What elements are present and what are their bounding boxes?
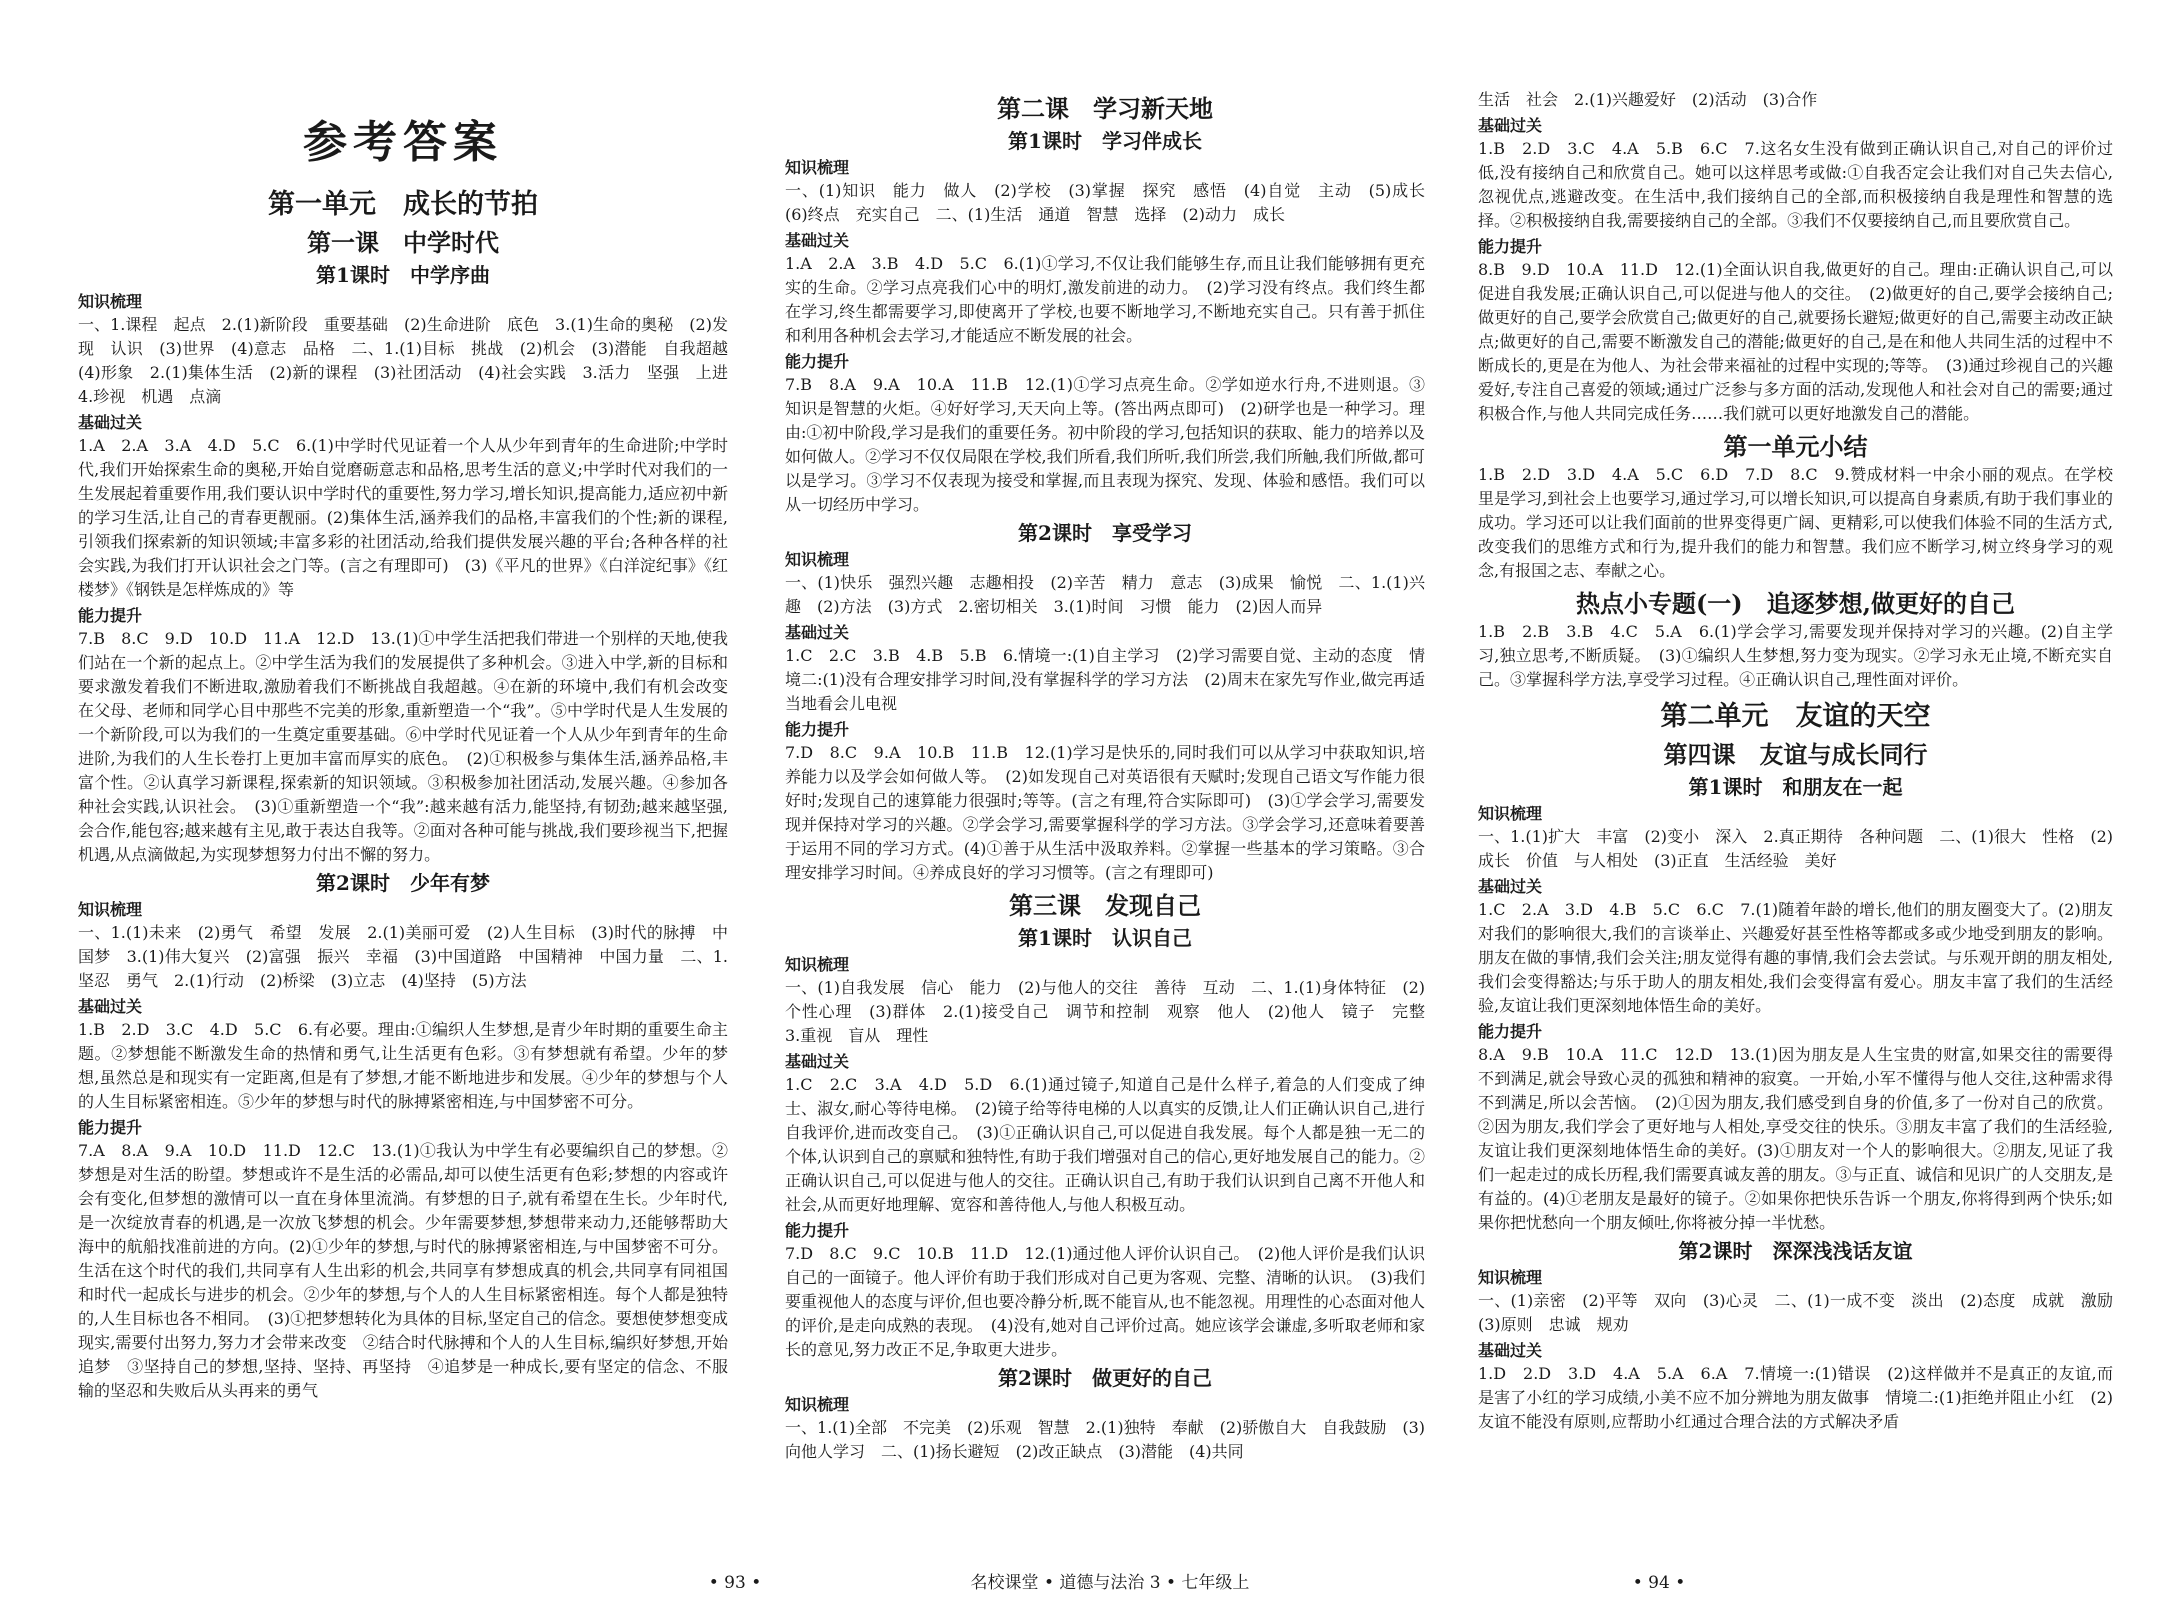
answer-text: 1.D 2.D 3.D 4.A 5.A 6.A 7.情境一:(1)错误 (2)这样做并不是真正的友谊,而是害了小红的学习成绩,小美不应不加分辨地为朋友做事 情境二:(1)拒绝并阻止小红 (2)友谊不能没有原则,应帮助小红通过合理合法的方式解决矛盾 <box>1478 1364 2113 1431</box>
answer-text: 8.B 9.D 10.A 11.D 12.(1)全面认识自我,做更好的自己。理由:正确认识自己,可以促进自我发展;正确认识自己,可以促进与他人的交往。 (2)做更好的自己,要学会接纳自己;做更好的自己,要学会欣赏自己;做更好的自己,就要扬长避短;做更好的自己,需要主动改正缺点;做更好的自己,需要不断激发自己的潜能;做更好的自己,是在和他人共同生活的过程中不断成长的,更是在为他人、为社会带来福祉的过程中实现的;等等。 (3)通过珍视自己的兴趣爱好,专注自己喜爱的领域;通过广泛参与多方面的活动,发现他人和社会对自己的需要;通过积极合作,与他人共同完成任务……我们就可以更好地激发自己的潜能。 <box>1478 260 2113 423</box>
period-title: 第2课时 深深浅浅话友谊 <box>1678 1239 1913 1263</box>
period-title: 第1课时 学习伴成长 <box>1008 129 1202 153</box>
answer-text: 一、1.课程 起点 2.(1)新阶段 重要基础 (2)生命进阶 底色 3.(1)生命的奥秘 (2)发现 认识 (3)世界 (4)意志 品格 二、1.(1)目标 挑战 (2)机会 (3)潜能 自我超越 (4)形象 2.(1)集体生活 (2)新的课程 (3)社团活动 (4)社会实践 3.活力 坚强 上进 4.珍视 机遇 点滴 <box>78 315 745 406</box>
answer-text: 生活 社会 2.(1)兴趣爱好 (2)活动 (3)合作 <box>1478 90 1818 109</box>
section-heading: 能力提升 <box>78 606 143 625</box>
answer-text: 一、1.(1)扩大 丰富 (2)变小 深入 2.真正期待 各种问题 二、(1)很大 性格 (2)成长 价值 与人相处 (3)正直 生活经验 美好 <box>1478 827 2113 870</box>
section-heading: 能力提升 <box>1478 1022 1543 1041</box>
section-heading: 知识梳理 <box>1478 804 1543 823</box>
section-heading: 基础过关 <box>78 413 143 432</box>
column-3 <box>1478 88 2130 1558</box>
answer-text: 1.B 2.D 3.C 4.A 5.B 6.C 7.这名女生没有做到正确认识自己,对自己的评价过低,没有接纳自己和欣赏自己。她可以这样思考或做:①自我否定会让我们对自己失去信心,忽视优点,逃避改变。在生活中,我们接纳自己的全部,而积极接纳自我是理性和智慧的选择。②积极接纳自我,需要接纳自己的全部。③我们不仅要接纳自己,而且要欣赏自己。 <box>1478 139 2113 230</box>
answer-text: 一、(1)快乐 强烈兴趣 志趣相投 (2)辛苦 精力 意志 (3)成果 愉悦 二、1.(1)兴趣 (2)方法 (3)方式 2.密切相关 3.(1)时间 习惯 能力 (2)因人而异 <box>785 573 1425 616</box>
section-heading: 知识梳理 <box>78 900 143 919</box>
section-heading: 能力提升 <box>785 352 850 371</box>
lesson-3-title: 第三课 发现自己 <box>1009 891 1201 920</box>
section-heading: 基础过关 <box>785 623 850 642</box>
section-heading: 能力提升 <box>785 1221 850 1240</box>
answer-text: 1.A 2.A 3.B 4.D 5.C 6.(1)①学习,不仅让我们能够生存,而且让我们能够拥有更充实的生命。②学习点亮我们心中的明灯,激发前进的动力。 (2)学习没有终点。我们终生都在学习,终生都需要学习,即使离开了学校,也要不断地学习,不断地充实自己。只有善于抓住和利用各种机会去学习,才能适应不断发展的社会。 <box>785 254 1425 345</box>
answer-text: 1.A 2.A 3.A 4.D 5.C 6.(1)中学时代见证着一个人从少年到青年的生命进阶;中学时代,我们开始探索生命的奥秘,开始自觉磨砺意志和品格,思考生活的意义;中学时代对我们的一生发展起着重要作用,我们要认识中学时代的重要性,努力学习,增长知识,提高能力,适应初中新的学习生活,让自己的青春更靓丽。(2)集体生活,涵养我们的品格,丰富我们的个性;新的课程,引领我们探索新的知识领域;丰富多彩的社团活动,给我们提供发展兴趣的平台;各种各样的社会实践,为我们打开认识社会之门等。(言之有理即可) (3)《平凡的世界》《白洋淀纪事》《红楼梦》《钢铁是怎样炼成的》等 <box>78 436 728 599</box>
section-heading: 知识梳理 <box>785 1395 850 1414</box>
book-title-footer: 名校课堂 • 道德与法治 3 • 七年级上 <box>970 1573 1250 1593</box>
period-title: 第2课时 做更好的自己 <box>998 1366 1212 1390</box>
page-number-left: • 93 • <box>708 1573 762 1593</box>
section-heading: 基础过关 <box>1478 116 1543 135</box>
answer-text: 1.C 2.C 3.A 4.D 5.D 6.(1)通过镜子,知道自己是什么样子,着急的人们变成了绅士、淑女,耐心等待电梯。 (2)镜子给等待电梯的人以真实的反馈,让人们正确认识自己,进行自我评价,进而改变自己。 (3)①正确认识自己,可以促进自我发展。每个人都是独一无二的个体,认识到自己的禀赋和独特性,有助于我们增强对自己的信心,更好地发展自己的能力。②正确认识自己,可以促进与他人的交往。正确认识自己,有助于我们认识到自己离不开他人和社会,从而更好地理解、宽容和善待他人,与他人积极互动。 <box>785 1075 1425 1214</box>
section-heading: 知识梳理 <box>785 158 850 177</box>
lesson-4-title: 第四课 友谊与成长同行 <box>1663 740 1928 769</box>
lesson-1-title: 第一课 中学时代 <box>307 228 499 257</box>
unit-1-title: 第一单元 成长的节拍 <box>268 189 538 220</box>
period-title: 第2课时 少年有梦 <box>316 871 490 895</box>
section-heading: 能力提升 <box>1478 237 1543 256</box>
unit-2-title: 第二单元 友谊的天空 <box>1660 701 1931 732</box>
answer-text: 1.B 2.D 3.D 4.A 5.C 6.D 7.D 8.C 9.赞成材料一中余小丽的观点。在学校里是学习,到社会上也要学习,通过学习,可以增长知识,可以提高自身素质,有助于我们事业的成功。学习还可以让我们面前的世界变得更广阔、更精彩,可以使我们体验不同的生活方式,改变我们的思维方式和行为,提升我们的能力和智慧。我们应不断学习,树立终身学习的观念,有报国之志、奉献之心。 <box>1478 465 2113 580</box>
page-number-right: • 94 • <box>1632 1573 1686 1593</box>
answer-text: 7.D 8.C 9.C 10.B 11.D 12.(1)通过他人评价认识自己。 (2)他人评价是我们认识自己的一面镜子。他人评价有助于我们形成对自己更为客观、完整、清晰的认识。 (3)我们要重视他人的态度与评价,但也要冷静分析,既不能盲从,也不能忽视。用理性的心态面对他人的评价,是走向成熟的表现。 (4)没有,她对自己评价过高。她应该学会谦虚,多听取老师和家长的意见,努力改正不足,争取更大进步。 <box>785 1244 1425 1359</box>
period-title: 第1课时 和朋友在一起 <box>1688 775 1903 799</box>
hot-topic-title: 热点小专题(一) 追逐梦想,做更好的自己 <box>1575 589 2016 618</box>
answer-text: 一、(1)知识 能力 做人 (2)学校 (3)掌握 探究 感悟 (4)自觉 主动 (5)成长 (6)终点 充实自己 二、(1)生活 通道 智慧 选择 (2)动力 成长 <box>785 181 1442 224</box>
period-title: 第2课时 享受学习 <box>1018 521 1192 545</box>
answer-text: 1.C 2.C 3.B 4.B 5.B 6.情境一:(1)自主学习 (2)学习需要自觉、主动的态度 情境二:(1)没有合理安排学习时间,没有掌握科学的学习方法 (2)周末在家先写作业,做完再适当地看会儿电视 <box>785 646 1425 713</box>
answer-text: 7.B 8.C 9.D 10.D 11.A 12.D 13.(1)①中学生活把我们带进一个别样的天地,使我们站在一个新的起点上。②中学生活为我们的发展提供了多种机会。③进入中学,新的目标和要求激发着我们不断进取,激励着我们不断挑战自我超越。④在新的环境中,我们有机会改变在父母、老师和同学心目中那些不完美的形象,重新塑造一个“我”。⑤中学时代是人生发展的一个新阶段,可以为我们的一生奠定重要基础。⑥中学时代见证着一个人从少年到青年的生命进阶,为我们的人生长卷打上更加丰富而厚实的底色。 (2)①积极参与集体生活,涵养品格,丰富个性。②认真学习新课程,探索新的知识领域。③积极参加社团活动,发展兴趣。④参加各种社会实践,认识社会。 (3)①重新塑造一个“我”:越来越有活力,能坚持,有韧劲;越来越坚强,会合作,能包容;越来越有主见,敢于表达自我等。②面对各种可能与挑战,我们要珍视当下,把握机遇,从点滴做起,为实现梦想努力付出不懈的努力。 <box>78 629 728 864</box>
section-heading: 知识梳理 <box>785 955 850 974</box>
lesson-2-title: 第二课 学习新天地 <box>997 94 1213 123</box>
answer-text: 8.A 9.B 10.A 11.C 12.D 13.(1)因为朋友是人生宝贵的财富,如果交往的需要得不到满足,就会导致心灵的孤独和精神的寂寞。一开始,小军不懂得与他人交往,这种需求得不到满足,所以会苦恼。 (2)①因为朋友,我们感受到自身的价值,多了一份对自己的欣赏。②因为朋友,我们学会了更好地与人相处,享受交往的快乐。③朋友丰富了我们的生活经验,友谊让我们更深刻地体悟生命的美好。(3)①朋友对一个人的影响很大。②朋友,见证了我们一起走过的成长历程,我们需要真诚友善的朋友。③与正直、诚信和见识广的人交朋友,是有益的。(4)①老朋友是最好的镜子。②如果你把快乐告诉一个朋友,你将得到两个快乐;如果你把忧愁向一个朋友倾吐,你将被分掉一半忧愁。 <box>1478 1045 2113 1232</box>
period-title: 第1课时 中学序曲 <box>316 263 490 287</box>
answer-text: 一、(1)自我发展 信心 能力 (2)与他人的交往 善待 互动 二、1.(1)身体特征 (2)个性心理 (3)群体 2.(1)接受自己 调节和控制 观察 他人 (2)他人 镜子 完整 3.重视 盲从 理性 <box>785 978 1442 1045</box>
unit-summary-title: 第一单元小结 <box>1723 432 1868 461</box>
column-2 <box>785 88 1442 1558</box>
answer-text: 一、1.(1)未来 (2)勇气 希望 发展 2.(1)美丽可爱 (2)人生目标 (3)时代的脉搏 中国梦 3.(1)伟大复兴 (2)富强 振兴 幸福 (3)中国道路 中国精神 中国力量 二、1.坚忍 勇气 2.(1)行动 (2)桥梁 (3)立志 (4)坚持 (5)方法 <box>78 923 728 990</box>
period-title: 第1课时 认识自己 <box>1018 926 1192 950</box>
section-heading: 基础过关 <box>785 1052 850 1071</box>
answer-text: 1.B 2.B 3.B 4.C 5.A 6.(1)学会学习,需要发现并保持对学习的兴趣。(2)自主学习,独立思考,不断质疑。 (3)①编织人生梦想,努力变为现实。②学习永无止境,不断充实自己。③掌握科学方法,享受学习过程。④正确认识自己,理性面对评价。 <box>1478 622 2113 689</box>
answer-text: 7.B 8.A 9.A 10.A 11.B 12.(1)①学习点亮生命。②学如逆水行舟,不进则退。③知识是智慧的火炬。④好好学习,天天向上等。(答出两点即可) (2)研学也是一种学习。理由:①初中阶段,学习是我们的重要任务。初中阶段的学习,包括知识的获取、能力的培养以及如何做人。②学习不仅仅局限在学校,我们所看,我们所听,我们所尝,我们所触,我们所做,都可以是学习。③学习不仅表现为接受和掌握,而且表现为探究、发现、体验和感悟。我们可以从一切经历中学习。 <box>785 375 1425 514</box>
answer-text: 7.D 8.C 9.A 10.B 11.B 12.(1)学习是快乐的,同时我们可以从学习中获取知识,培养能力以及学会如何做人等。 (2)如发现自己对英语很有天赋时;发现自己语文写作能力很好时;发现自己的速算能力很强时;等等。(言之有理,符合实际即可) (3)①学会学习,需要发现并保持对学习的兴趣。②学会学习,需要掌握科学的学习方法。③学会学习,还意味着要善于运用不同的学习方式。(4)①善于从生活中汲取养料。②掌握一些基本的学习策略。③合理安排学习时间。④养成良好的学习习惯等。(言之有理即可) <box>785 743 1425 882</box>
section-heading: 基础过关 <box>78 997 143 1016</box>
answer-text: 1.B 2.D 3.C 4.D 5.C 6.有必要。理由:①编织人生梦想,是青少年时期的重要生命主题。②梦想能不断激发生命的热情和勇气,让生活更有色彩。③有梦想就有希望。少年的梦想,虽然总是和现实有一定距离,但是有了梦想,才能不断地进步和发展。④少年的梦想与个人的人生目标紧密相连。⑤少年的梦想与时代的脉搏紧密相连,与中国梦密不可分。 <box>78 1020 728 1111</box>
section-heading: 知识梳理 <box>1478 1268 1543 1287</box>
section-heading: 能力提升 <box>78 1118 143 1137</box>
answer-text: 1.C 2.A 3.D 4.B 5.C 6.C 7.(1)随着年龄的增长,他们的朋友圈变大了。(2)朋友对我们的影响很大,我们的言谈举止、兴趣爱好甚至性格等都或多或少地受到朋友的影响。朋友在做的事情,我们会关注;朋友觉得有趣的事情,我们会去尝试。与乐观开朗的朋友相处,我们会变得豁达;与乐于助人的朋友相处,我们会变得富有爱心。朋友丰富了我们的生活经验,友谊让我们更深刻地体悟生命的美好。 <box>1478 900 2113 1015</box>
column-1 <box>78 100 745 1570</box>
section-heading: 基础过关 <box>1478 1341 1543 1360</box>
section-heading: 能力提升 <box>785 720 850 739</box>
section-heading: 知识梳理 <box>78 292 143 311</box>
section-heading: 知识梳理 <box>785 550 850 569</box>
answer-text: 7.A 8.A 9.A 10.D 11.D 12.C 13.(1)①我认为中学生有必要编织自己的梦想。②梦想是对生活的盼望。梦想或许不是生活的必需品,却可以使生活更有色彩;梦想的内容或许会有变化,但梦想的激情可以一直在身体里流淌。有梦想的日子,就有希望在生长。少年时代,是一次绽放青春的机遇,是一次放飞梦想的机会。少年需要梦想,梦想带来动力,还能够帮助大海中的航船找准前进的方向。(2)①少年的梦想,与时代的脉搏紧密相连,与中国梦密不可分。生活在这个时代的我们,共同享有人生出彩的机会,共同享有梦想成真的机会,共同享有同祖国和时代一起成长与进步的机会。②少年的梦想,与个人的人生目标紧密相连。每个人都是独特的,人生目标也各不相同。 (3)①把梦想转化为具体的目标,坚定自己的信念。要想使梦想变成现实,需要付出努力,努力才会带来改变 ②结合时代脉搏和个人的人生目标,编织好梦想,开始追梦 ③坚持自己的梦想,坚持、坚持、再坚持 ④追梦是一种成长,要有坚定的信念、不服输的坚忍和失败后从头再来的勇气 <box>78 1141 728 1400</box>
section-heading: 基础过关 <box>785 231 850 250</box>
section-heading: 基础过关 <box>1478 877 1543 896</box>
answer-text: 一、1.(1)全部 不完美 (2)乐观 智慧 2.(1)独特 奉献 (2)骄傲自大 自我鼓励 (3)向他人学习 二、(1)扬长避短 (2)改正缺点 (3)潜能 (4)共同 <box>785 1418 1425 1461</box>
main-title: 参考答案 <box>303 117 503 168</box>
answer-text: 一、(1)亲密 (2)平等 双向 (3)心灵 二、(1)一成不变 淡出 (2)态度 成就 激励 (3)原则 忠诚 规劝 <box>1478 1291 2130 1334</box>
